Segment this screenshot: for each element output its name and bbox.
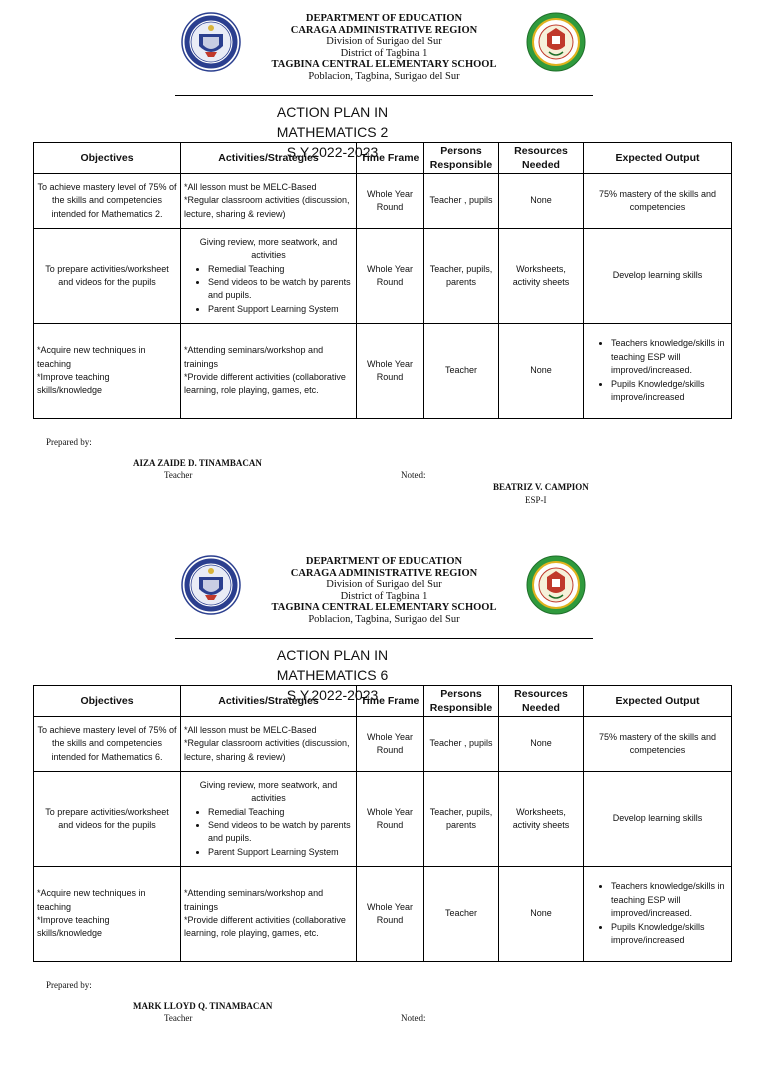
- list-item: • Teachers knowledge/skills in teaching ESP will improved/increased.: [611, 880, 728, 920]
- activities-intro: Giving review, more seatwork, and activities: [199, 779, 338, 804]
- region-name: CARAGA ADMINISTRATIVE REGION: [290, 567, 478, 579]
- activities-intro: Giving review, more seatwork, and activities: [199, 236, 338, 261]
- objectives-cell: To achieve mastery level of 75% of the skills and competencies intended for Mathematics 2.: [34, 174, 181, 229]
- persons-cell: Teacher: [424, 867, 499, 962]
- activities-cell: [181, 772, 357, 867]
- prepared-by-name: AIZA ZAIDE D. TINAMBACAN: [133, 458, 262, 468]
- objectives-cell: To prepare activities/worksheet and videos for the pupils: [34, 772, 181, 867]
- table-row: [34, 229, 732, 324]
- time-frame-cell: Whole Year Round: [357, 717, 424, 772]
- department-name: DEPARTMENT OF EDUCATION: [305, 13, 463, 24]
- persons-cell: Teacher , pupils: [424, 717, 499, 772]
- output-list: [587, 337, 728, 404]
- school-address: Poblacion, Tagbina, Surigao del Sur: [308, 613, 460, 625]
- table-row: [34, 717, 732, 772]
- activities-cell: *All lesson must be MELC-Based *Regular classroom activities (discussion, lecture, sharing & review): [181, 717, 357, 772]
- activities-cell: *Attending seminars/workshop and trainings *Provide different activities (collaborative learning, role playing, games, etc.: [181, 867, 357, 962]
- column-header: Resources Needed: [499, 143, 584, 174]
- action-plan-table: [33, 685, 732, 962]
- persons-cell: Teacher: [424, 324, 499, 419]
- list-item: • Pupils Knowledge/skills improve/increased: [611, 378, 728, 405]
- header-divider: [175, 95, 593, 96]
- prepared-by-label: Prepared by:: [46, 980, 92, 990]
- title-line-2: MATHEMATICS 6: [276, 666, 389, 683]
- table-row: [34, 867, 732, 962]
- prepared-by-name: MARK LLOYD Q. TINAMBACAN: [133, 1001, 273, 1011]
- noted-by-label: Noted:: [401, 470, 426, 480]
- output-cell: 75% mastery of the skills and competencies: [584, 174, 732, 229]
- document-header: [200, 13, 568, 83]
- resources-cell: None: [499, 324, 584, 419]
- title-line-1: ACTION PLAN IN: [276, 104, 389, 120]
- column-header: Persons Responsible: [424, 686, 499, 717]
- column-header: Objectives: [34, 143, 181, 174]
- activities-list: [184, 263, 353, 317]
- column-header: Expected Output: [584, 143, 732, 174]
- school-year: S.Y.2022-2023: [286, 687, 379, 703]
- table-row: [34, 772, 732, 867]
- objectives-cell: *Acquire new techniques in teaching *Improve teaching skills/knowledge: [34, 324, 181, 419]
- column-header: Time Frame: [357, 686, 424, 717]
- division-name: Division of Surigao del Sur: [326, 36, 442, 48]
- action-plan-title: [205, 103, 460, 142]
- district-name: District of Tagbina 1: [340, 590, 428, 602]
- table-row: [34, 174, 732, 229]
- objectives-cell: *Acquire new techniques in teaching *Improve teaching skills/knowledge: [34, 867, 181, 962]
- list-item: • Teachers knowledge/skills in teaching ESP will improved/increased.: [611, 337, 728, 377]
- column-header: Activities/Strategies: [181, 143, 357, 174]
- persons-cell: Teacher , pupils: [424, 174, 499, 229]
- title-line-2: MATHEMATICS 2: [276, 123, 389, 140]
- department-name: DEPARTMENT OF EDUCATION: [305, 556, 463, 567]
- objectives-cell: To prepare activities/worksheet and videos for the pupils: [34, 229, 181, 324]
- list-item: • Parent Support Learning System: [208, 303, 353, 316]
- resources-cell: None: [499, 867, 584, 962]
- action-plan-table: [33, 142, 732, 419]
- list-item: • Parent Support Learning System: [208, 846, 353, 859]
- list-item: • Remedial Teaching: [208, 806, 353, 819]
- output-list: [587, 880, 728, 947]
- time-frame-cell: Whole Year Round: [357, 867, 424, 962]
- column-header: Time Frame: [357, 143, 424, 174]
- column-header: Objectives: [34, 686, 181, 717]
- resources-cell: Worksheets, activity sheets: [499, 772, 584, 867]
- prepared-by-role: Teacher: [164, 1013, 193, 1023]
- school-name: TAGBINA CENTRAL ELEMENTARY SCHOOL: [271, 602, 497, 614]
- activities-cell: *All lesson must be MELC-Based *Regular classroom activities (discussion, lecture, sharing & review): [181, 174, 357, 229]
- list-item: • Remedial Teaching: [208, 263, 353, 276]
- time-frame-cell: Whole Year Round: [357, 174, 424, 229]
- output-cell: Develop learning skills: [584, 229, 732, 324]
- output-cell: Develop learning skills: [584, 772, 732, 867]
- division-name: Division of Surigao del Sur: [326, 579, 442, 591]
- time-frame-cell: Whole Year Round: [357, 324, 424, 419]
- list-item: • Send videos to be watch by parents and pupils.: [208, 276, 353, 303]
- school-address: Poblacion, Tagbina, Surigao del Sur: [308, 70, 460, 82]
- column-header: Resources Needed: [499, 686, 584, 717]
- column-header: Persons Responsible: [424, 143, 499, 174]
- objectives-cell: To achieve mastery level of 75% of the skills and competencies intended for Mathematics 6.: [34, 717, 181, 772]
- noted-by-label: Noted:: [401, 1013, 426, 1023]
- activities-cell: *Attending seminars/workshop and trainings *Provide different activities (collaborative learning, role playing, games, etc.: [181, 324, 357, 419]
- header-divider: [175, 638, 593, 639]
- table-row: [34, 324, 732, 419]
- persons-cell: Teacher, pupils, parents: [424, 772, 499, 867]
- output-cell: [584, 324, 732, 419]
- resources-cell: Worksheets, activity sheets: [499, 229, 584, 324]
- time-frame-cell: Whole Year Round: [357, 229, 424, 324]
- time-frame-cell: Whole Year Round: [357, 772, 424, 867]
- output-cell: [584, 867, 732, 962]
- activities-list: [184, 806, 353, 860]
- activities-cell: [181, 229, 357, 324]
- school-name: TAGBINA CENTRAL ELEMENTARY SCHOOL: [271, 59, 497, 71]
- list-item: • Send videos to be watch by parents and pupils.: [208, 819, 353, 846]
- column-header: Expected Output: [584, 686, 732, 717]
- document-header: [200, 556, 568, 626]
- persons-cell: Teacher, pupils, parents: [424, 229, 499, 324]
- list-item: • Pupils Knowledge/skills improve/increased: [611, 921, 728, 948]
- prepared-by-label: Prepared by:: [46, 437, 92, 447]
- resources-cell: None: [499, 174, 584, 229]
- output-cell: 75% mastery of the skills and competencies: [584, 717, 732, 772]
- region-name: CARAGA ADMINISTRATIVE REGION: [290, 24, 478, 36]
- resources-cell: None: [499, 717, 584, 772]
- noted-by-role: ESP-I: [525, 495, 547, 505]
- district-name: District of Tagbina 1: [340, 47, 428, 59]
- prepared-by-role: Teacher: [164, 470, 193, 480]
- noted-by-name: BEATRIZ V. CAMPION: [493, 482, 589, 492]
- title-line-1: ACTION PLAN IN: [276, 647, 389, 663]
- school-year: S.Y.2022-2023: [286, 144, 379, 160]
- column-header: Activities/Strategies: [181, 686, 357, 717]
- action-plan-title: [205, 646, 460, 685]
- action-plan-document: [0, 543, 768, 1086]
